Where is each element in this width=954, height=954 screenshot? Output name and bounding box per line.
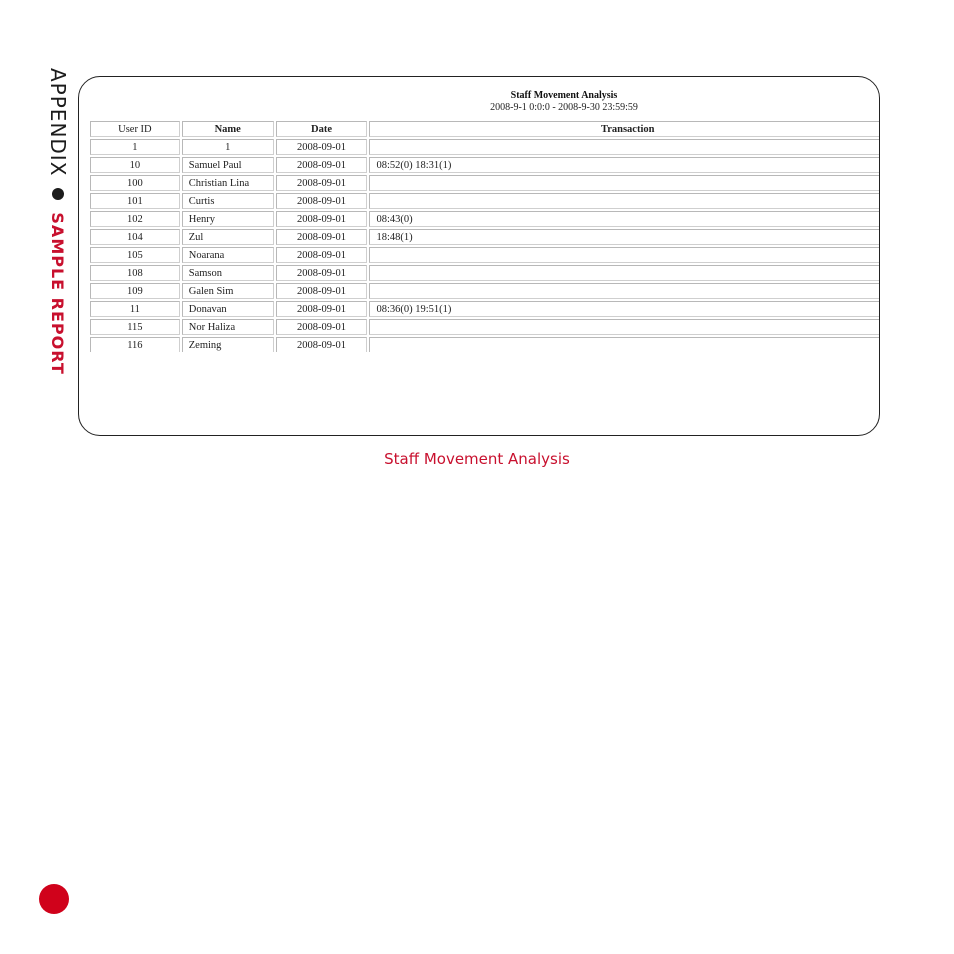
cell-user-id: 109	[90, 283, 180, 299]
cell-user-id: 1	[90, 139, 180, 155]
cell-date: 2008-09-01	[276, 193, 368, 209]
cell-name: Zul	[182, 229, 274, 245]
cell-user-id: 116	[90, 337, 180, 352]
appendix-label: APPENDIX	[46, 68, 70, 177]
column-header-date: Date	[276, 121, 368, 137]
cell-name: Curtis	[182, 193, 274, 209]
report-title: Staff Movement Analysis	[510, 90, 618, 101]
cell-transaction: 08:36(0) 19:51(1)	[369, 301, 880, 317]
report-table	[88, 119, 880, 352]
cell-transaction	[369, 265, 880, 281]
cell-user-id: 108	[90, 265, 180, 281]
cell-name: 1	[182, 139, 274, 155]
cell-name: Noarana	[182, 247, 274, 263]
table-row	[90, 211, 880, 227]
cell-transaction	[369, 139, 880, 155]
cell-transaction	[369, 319, 880, 335]
cell-transaction: 08:52(0) 18:31(1)	[369, 157, 880, 173]
table-row	[90, 337, 880, 352]
table-row	[90, 175, 880, 191]
cell-transaction: 08:43(0)	[369, 211, 880, 227]
figure-caption: Staff Movement Analysis	[384, 450, 570, 468]
cell-name: Henry	[182, 211, 274, 227]
column-header-name: Name	[182, 121, 274, 137]
table-header-row	[90, 121, 880, 137]
column-header-transaction: Transaction	[369, 121, 880, 137]
cell-transaction	[369, 247, 880, 263]
cell-transaction	[369, 283, 880, 299]
cell-date: 2008-09-01	[276, 337, 368, 352]
cell-user-id: 10	[90, 157, 180, 173]
column-header-user-id: User ID	[90, 121, 180, 137]
cell-transaction	[369, 337, 880, 352]
cell-date: 2008-09-01	[276, 139, 368, 155]
cell-name: Zeming	[182, 337, 274, 352]
cell-name: Samuel Paul	[182, 157, 274, 173]
cell-user-id: 101	[90, 193, 180, 209]
table-row	[90, 265, 880, 281]
report-frame	[78, 76, 880, 436]
cell-date: 2008-09-01	[276, 247, 368, 263]
cell-name: Samson	[182, 265, 274, 281]
cell-date: 2008-09-01	[276, 211, 368, 227]
cell-date: 2008-09-01	[276, 175, 368, 191]
table-row	[90, 283, 880, 299]
page-marker-dot-icon	[39, 884, 69, 914]
report-table-wrap	[88, 119, 880, 352]
report-header	[79, 90, 879, 113]
cell-date: 2008-09-01	[276, 157, 368, 173]
table-row	[90, 157, 880, 173]
cell-date: 2008-09-01	[276, 319, 368, 335]
table-row	[90, 139, 880, 155]
report-date-range: 2008-9-1 0:0:0 - 2008-9-30 23:59:59	[490, 102, 638, 113]
table-row	[90, 193, 880, 209]
cell-user-id: 100	[90, 175, 180, 191]
table-row	[90, 247, 880, 263]
cell-date: 2008-09-01	[276, 301, 368, 317]
cell-user-id: 104	[90, 229, 180, 245]
table-row	[90, 229, 880, 245]
cell-user-id: 115	[90, 319, 180, 335]
table-row	[90, 319, 880, 335]
cell-date: 2008-09-01	[276, 229, 368, 245]
cell-transaction	[369, 193, 880, 209]
cell-name: Christian Lina	[182, 175, 274, 191]
cell-transaction: 18:48(1)	[369, 229, 880, 245]
cell-name: Galen Sim	[182, 283, 274, 299]
cell-user-id: 11	[90, 301, 180, 317]
cell-user-id: 105	[90, 247, 180, 263]
cell-transaction	[369, 175, 880, 191]
cell-name: Nor Haliza	[182, 319, 274, 335]
cell-user-id: 102	[90, 211, 180, 227]
table-row	[90, 301, 880, 317]
side-label	[32, 68, 72, 408]
cell-date: 2008-09-01	[276, 283, 368, 299]
cell-date: 2008-09-01	[276, 265, 368, 281]
section-label: SAMPLE REPORT	[48, 212, 68, 375]
bullet-dot-icon	[52, 188, 64, 200]
cell-name: Donavan	[182, 301, 274, 317]
